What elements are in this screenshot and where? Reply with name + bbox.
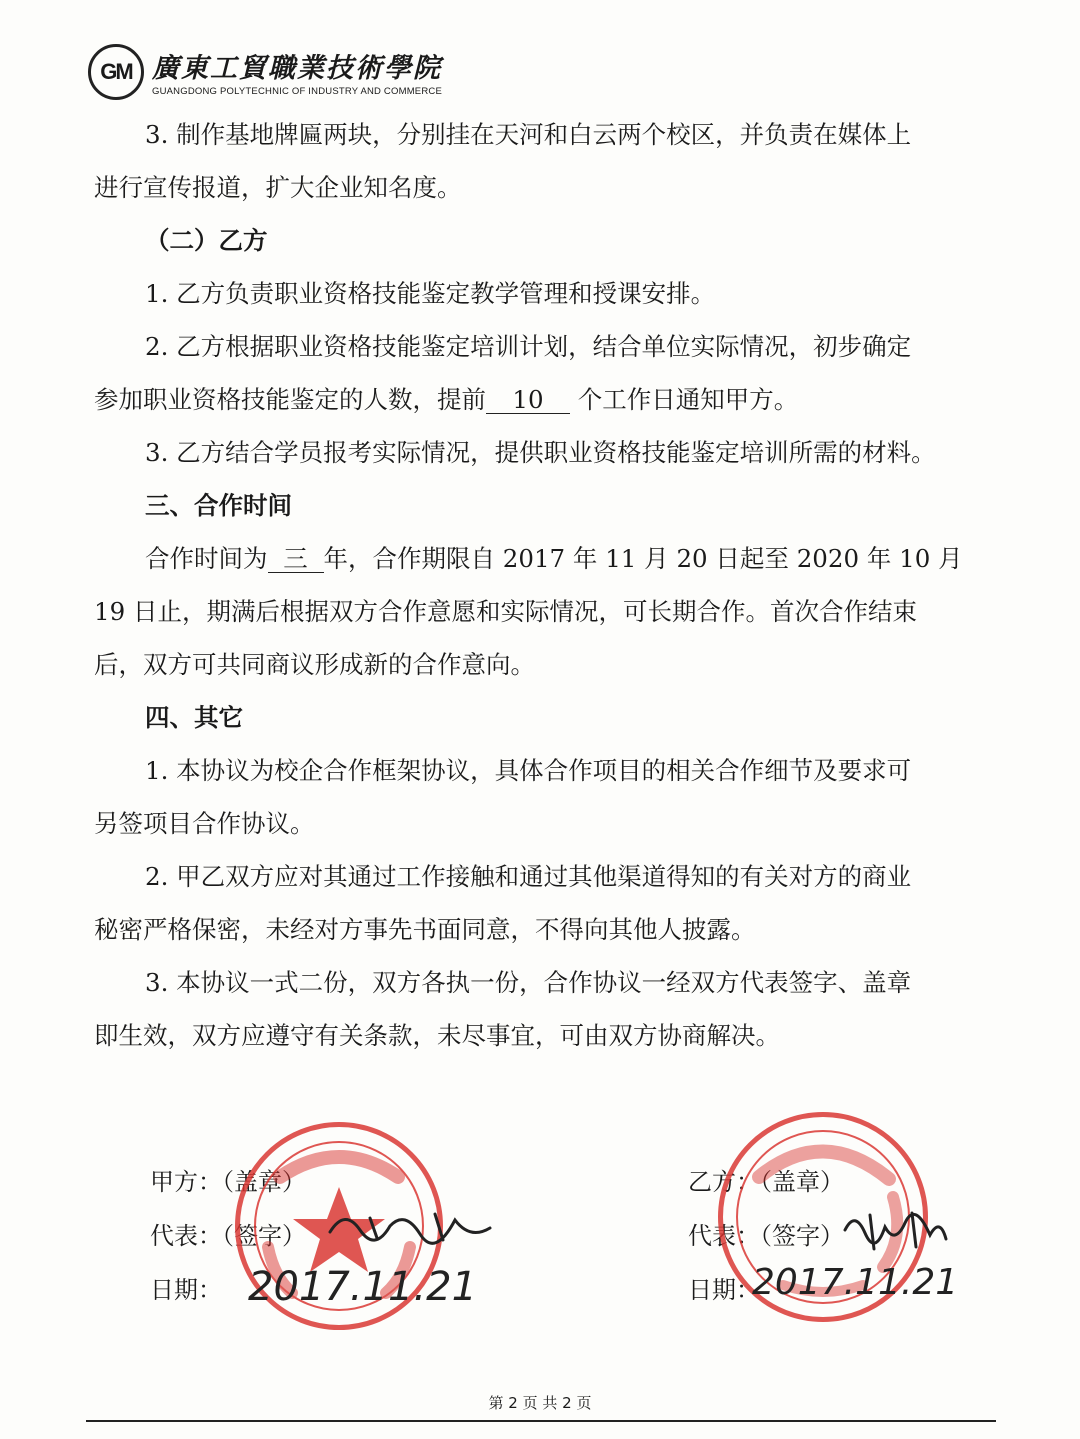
school-name: 廣東工貿職業技術學院 [152, 53, 442, 84]
paragraph-line: 进行宣传报道，扩大企业知名度。 [94, 173, 462, 202]
paragraph-line: 3. 乙方结合学员报考实际情况，提供职业资格技能鉴定培训所需的材料。 [145, 438, 936, 467]
party-a-rep-label: 代表：（签字） [150, 1222, 306, 1250]
party-b-handwritten-date: 2017.11.21 [752, 1262, 959, 1303]
paragraph-line: 3. 本协议一式二份，双方各执一份，合作协议一经双方代表签字、盖章 [145, 968, 912, 997]
page-number: 第 2 页 共 2 页 [488, 1394, 592, 1412]
school-name-en: GUANGDONG POLYTECHNIC OF INDUSTRY AND COMMERCE [152, 86, 443, 97]
school-logo-icon: GM [88, 44, 144, 100]
paragraph-line: 2. 甲乙双方应对其通过工作接触和通过其他渠道得知的有关对方的商业 [145, 862, 912, 891]
section-heading: 三、合作时间 [145, 491, 292, 520]
section-heading: （二）乙方 [145, 226, 268, 255]
footer-divider [86, 1420, 996, 1422]
party-b-signature-icon [840, 1205, 950, 1255]
party-a-handwritten-date: 2017.11.21 [248, 1264, 478, 1310]
paragraph-line: 即生效，双方应遵守有关条款，未尽事宜，可由双方协商解决。 [94, 1021, 780, 1050]
party-b-rep-label: 代表：（签字） [688, 1222, 844, 1250]
party-b-seal-label: 乙方：（盖章） [688, 1168, 844, 1196]
paragraph-line: 1. 乙方负责职业资格技能鉴定教学管理和授课安排。 [145, 279, 716, 308]
party-a-date-label: 日期： [150, 1276, 222, 1304]
paragraph-line: 参加职业资格技能鉴定的人数，提前 10 个工作日通知甲方。 [94, 385, 799, 414]
filled-blank-days: 10 [486, 387, 570, 414]
party-a-seal-label: 甲方：（盖章） [150, 1168, 306, 1196]
paragraph-line: 秘密严格保密，未经对方事先书面同意，不得向其他人披露。 [94, 915, 756, 944]
paragraph-line: 1. 本协议为校企合作框架协议，具体合作项目的相关合作细节及要求可 [145, 756, 912, 785]
paragraph-line: 合作时间为 三 年，合作期限自 2017 年 11 月 20 日起至 2020 年 10 月 [145, 544, 963, 573]
paragraph-line: 2. 乙方根据职业资格技能鉴定培训计划，结合单位实际情况，初步确定 [145, 332, 912, 361]
party-a-signature-icon [325, 1200, 495, 1250]
paragraph-line: 后，双方可共同商议形成新的合作意向。 [94, 650, 535, 679]
letterhead [88, 40, 508, 110]
party-b-date-label: 日期： [688, 1276, 760, 1304]
paragraph-line: 19 日止，期满后根据双方合作意愿和实际情况，可长期合作。首次合作结束 [94, 597, 917, 626]
paragraph-line: 另签项目合作协议。 [94, 809, 315, 838]
paragraph-line: 3. 制作基地牌匾两块，分别挂在天河和白云两个校区，并负责在媒体上 [145, 120, 912, 149]
section-heading: 四、其它 [145, 703, 243, 732]
filled-blank-years: 三 [268, 546, 324, 573]
